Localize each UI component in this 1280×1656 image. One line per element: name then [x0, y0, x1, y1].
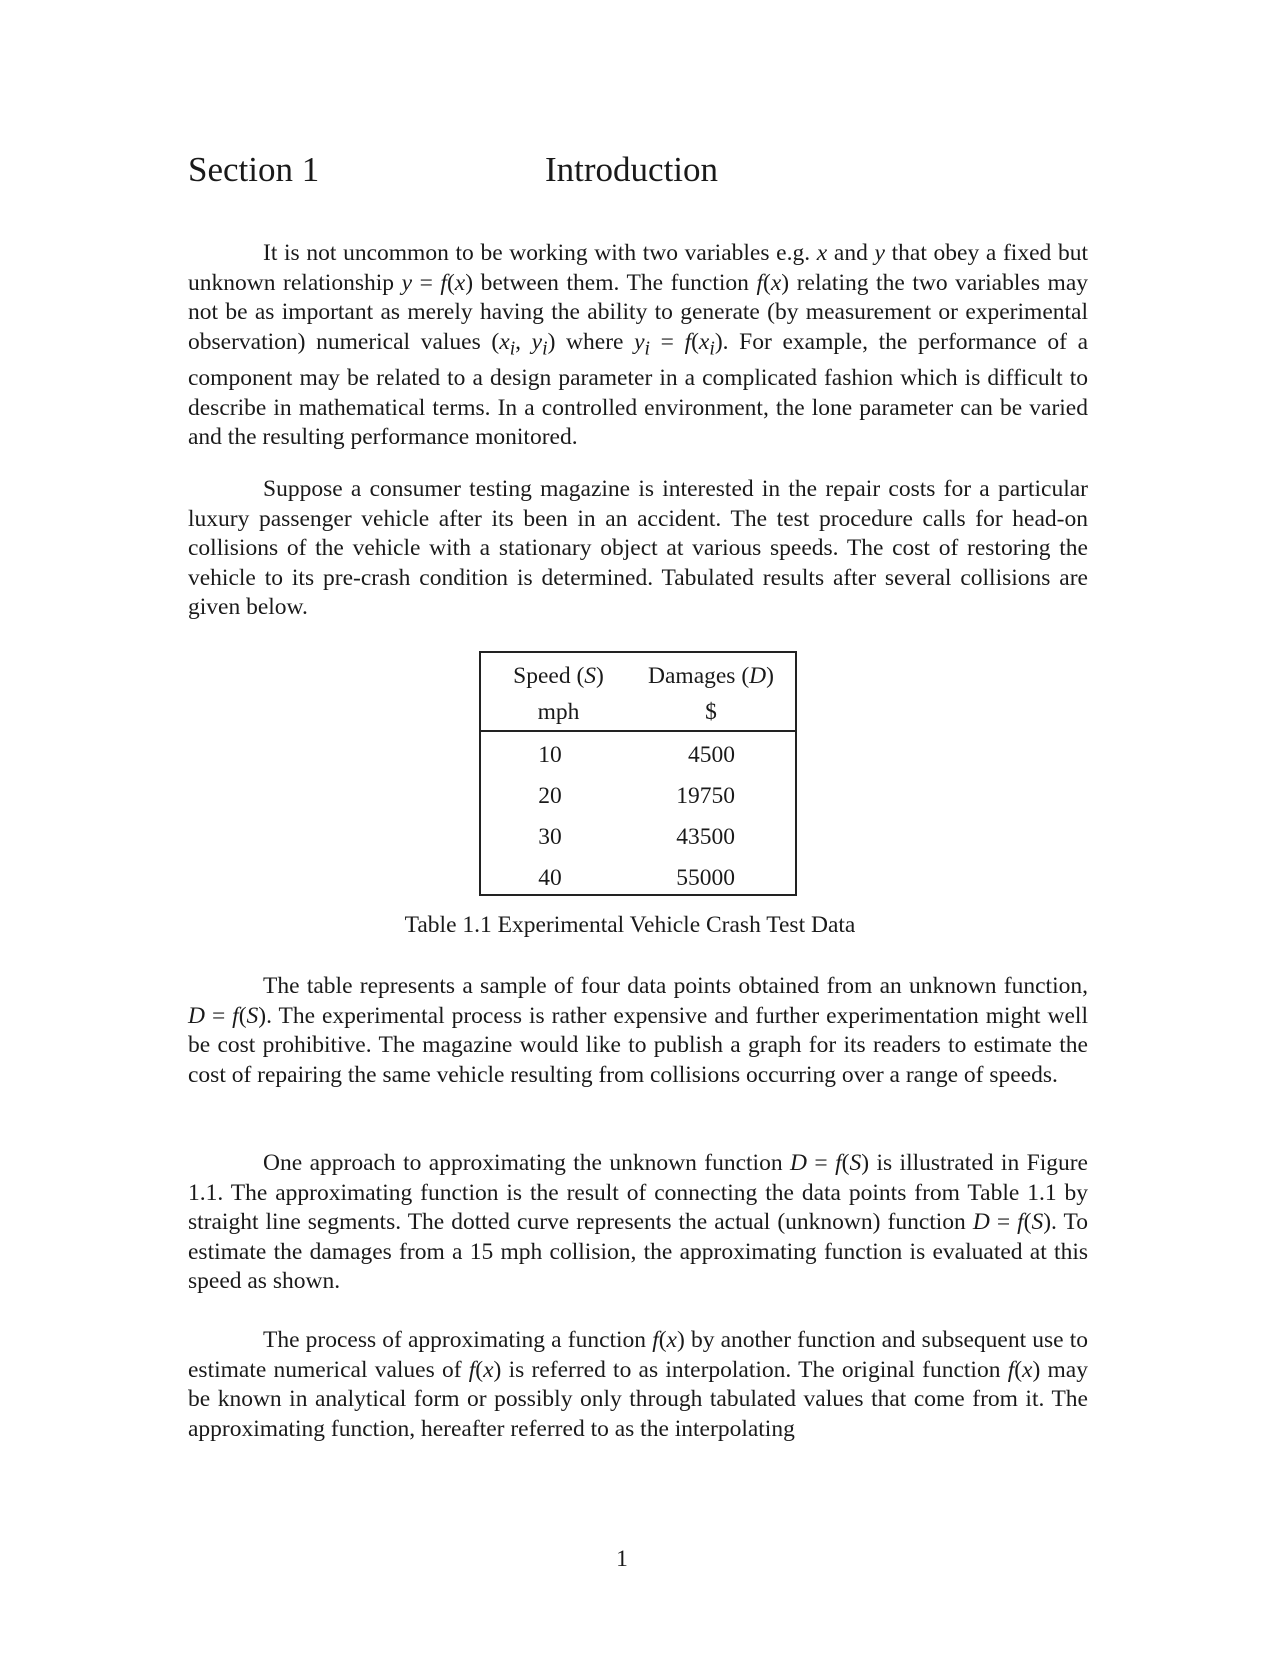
crash-test-table	[479, 651, 797, 896]
document-page	[188, 0, 1088, 1656]
paragraph-5: The process of approximating a function f(x) by another function and subsequent use to estimate numerical values of f(x) is referred to as interpolation. The original function f(x) may be known in analytical form or possibly only through tabulated values that come from it. The approximating function, hereafter referred to as the interpolating	[188, 1327, 1088, 1442]
table-row	[481, 817, 795, 858]
section-title: Introduction	[545, 150, 719, 189]
table-row	[481, 735, 795, 776]
speed-cell: 30	[538, 824, 562, 850]
damages-cell: 19750	[676, 783, 735, 809]
damages-cell: 4500	[688, 742, 735, 768]
table-row	[481, 858, 795, 899]
table-caption: Table 1.1 Experimental Vehicle Crash Test Data	[404, 912, 856, 938]
column-header-damages: Damages (D) $	[648, 663, 774, 725]
paragraph-1: It is not uncommon to be working with two variables e.g. x and y that obey a fixed but unknown relationship y = f(x) between them. The function f(x) relating the two variables may not be as important as merely having the ability to generate (by measurement or experimental observation) numerical values ($x_i$, $y_i$) where $y_i = f(x_i)$. For example, the performance of a component may be related to a design parameter in a complicated fashion which is difficult to describe in mathematical terms. In a controlled environment, the lone parameter can be varied and the resulting performance monitored.	[188, 240, 1089, 451]
column-header-speed: Speed (S) mph	[513, 663, 604, 725]
table-header	[481, 653, 795, 732]
paragraph-4: One approach to approximating the unknown function D = f(S) is illustrated in Figure 1.1. The approximating function is the result of connecting the data points from Table 1.1 by straight line segments. The dotted curve represents the actual (unknown) function D = f(S). To estimate the damages from a 15 mph collision, the approximating function is evaluated at this speed as shown.	[188, 1150, 1088, 1295]
speed-cell: 10	[538, 742, 562, 768]
damages-cell: 43500	[676, 824, 735, 850]
speed-cell: 40	[538, 865, 562, 891]
speed-cell: 20	[538, 783, 562, 809]
section-label: Section 1	[188, 150, 320, 189]
paragraph-3: The table represents a sample of four data points obtained from an unknown function, D = f(S). The experimental process is rather expensive and further experimentation might well be cost prohibitive. The magazine would like to publish a graph for its readers to estimate the cost of repairing the same vehicle resulting from collisions occurring over a range of speeds.	[188, 973, 1088, 1088]
damages-cell: 55000	[676, 865, 735, 891]
page-number: 1	[616, 1546, 628, 1572]
paragraph-2: Suppose a consumer testing magazine is interested in the repair costs for a particular luxury passenger vehicle after its been in an accident. The test procedure calls for head-on collisions of the vehicle with a stationary object at various speeds. The cost of restoring the vehicle to its pre-crash condition is determined. Tabulated results after several collisions are given below.	[188, 476, 1088, 621]
table-row	[481, 776, 795, 817]
section-heading	[188, 150, 1088, 200]
